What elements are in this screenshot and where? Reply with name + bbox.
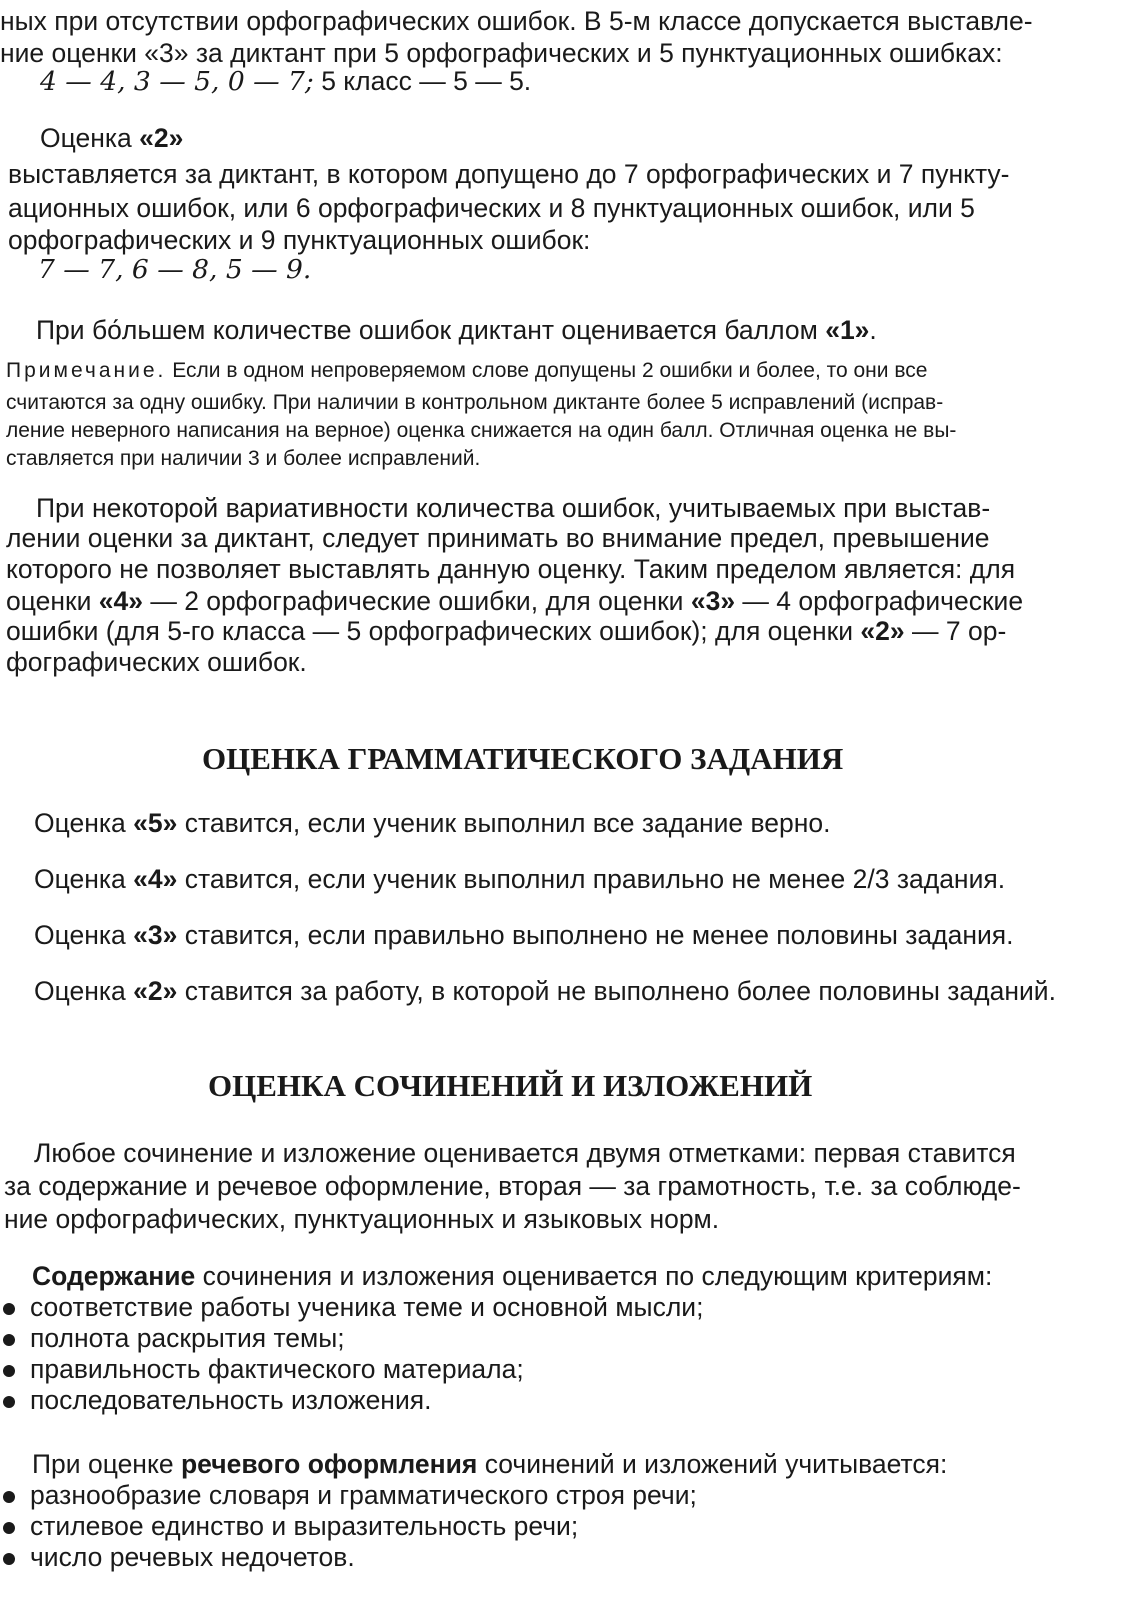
content-item-2: полнота раскрытия темы; [30,1323,345,1353]
note-line-4: ставляется при наличии 3 и более исправлений. [6,447,481,470]
grade2-label-bold: «2» [139,123,184,153]
grammar-item-prefix: Оценка [34,976,134,1006]
essays-intro-line-2: за содержание и речевое оформление, вторая — за грамотность, т.е. за соблюде- [4,1171,1021,1201]
grade2-formula: 7 — 7, 6 — 8, 5 — 9. [38,254,312,285]
variability-line-4 [6,586,1023,617]
essays-heading: ОЦЕНКА СОЧИНЕНИЙ И ИЗЛОЖЕНИЙ [208,1068,813,1103]
grammar-item-3 [34,920,1013,951]
grammar-item-2 [34,976,1056,1007]
essays-intro-line-3: ние орфографических, пунктуационных и языковых норм. [4,1204,720,1234]
variability-line-1: При некоторой вариативности количества ошибок, учитываемых при выстав- [36,493,991,523]
grade1-bold: «1» [825,315,870,345]
formula-italic: 4 — 4, 3 — 5, 0 — 7; [40,66,314,97]
grammar-item-prefix: Оценка [34,864,134,894]
variability-l4-b: «4» [98,586,143,616]
grammar-item-prefix: Оценка [34,920,134,950]
grammar-item-text: ставится, если ученик выполнил все задание верно. [177,808,831,838]
content-criteria-intro [32,1261,992,1292]
variability-l4-c: — 2 орфографические ошибки, для оценки [142,586,691,616]
speech-item-1: разнообразие словаря и грамматического строя речи; [30,1480,697,1510]
grade2-line-3: орфографических и 9 пунктуационных ошибок: [8,225,591,255]
speech-bold: речевого оформления [180,1449,478,1479]
grade2-line-1: выставляется за диктант, в котором допущено до 7 орфографических и 7 пункту- [8,159,1010,189]
note-line-1 [6,357,927,384]
grammar-item-4 [34,864,1005,895]
bullet-icon [3,1553,15,1565]
bullet-icon [3,1491,15,1503]
variability-l5-c: — 7 ор- [904,616,1007,646]
variability-line-2: лении оценки за диктант, следует принимать во внимание предел, превышение [6,523,990,553]
variability-line-6: фографических ошибок. [6,647,307,677]
variability-line-5 [6,616,1006,647]
grammar-item-prefix: Оценка [34,808,134,838]
content-item-4: последовательность изложения. [30,1385,432,1415]
variability-line-3: которого не позволяет выставлять данную оценку. Таким пределом является: для [6,554,1016,584]
essays-intro-line-1: Любое сочинение и изложение оценивается двумя отметками: первая ставится [34,1138,1016,1168]
intro-formula [40,66,531,97]
variability-l4-e: — 4 орфографические [735,586,1024,616]
grammar-heading: ОЦЕНКА ГРАММАТИЧЕСКОГО ЗАДАНИЯ [202,741,844,776]
intro-line-2: ние оценки «3» за диктант при 5 орфографических и 5 пунктуационных ошибках: [0,38,1003,68]
bullet-icon [3,1396,15,1408]
grammar-item-5 [34,808,831,839]
note-text-1: Если в одном непроверяемом слове допущены 2 ошибки и более, то они все [166,359,928,382]
grade1-prefix: При бо́льшем количестве ошибок диктант оценивается баллом [36,315,826,345]
speech-item-3: число речевых недочетов. [30,1542,355,1572]
grammar-item-grade: «5» [133,808,178,838]
content-bold: Содержание [32,1261,196,1291]
variability-l5-b: «2» [860,616,905,646]
speech-criteria-intro [32,1449,947,1480]
speech-text: сочинений и изложений учитывается: [477,1449,948,1479]
grammar-item-text: ставится, если правильно выполнено не менее половины задания. [177,920,1014,950]
grade1-suffix: . [869,315,877,345]
variability-l4-d: «3» [690,586,736,616]
content-text: сочинения и изложения оценивается по следующим критериям: [195,1261,993,1291]
note-line-2: считаются за одну ошибку. При наличии в контрольном диктанте более 5 исправлений (исправ- [6,391,944,414]
bullet-icon [3,1334,15,1346]
bullet-icon [3,1522,15,1534]
bullet-icon [3,1365,15,1377]
grammar-item-text: ставится, если ученик выполнил правильно не менее 2/3 задания. [177,864,1006,894]
note-line-3: ление неверного написания на верное) оценка снижается на один балл. Отличная оценка не вы- [6,419,957,442]
intro-line-1: ных при отсутствии орфографических ошибок. В 5-м классе допускается выставле- [0,6,1033,36]
grade2-label [40,123,183,154]
content-item-1: соответствие работы ученика теме и основной мысли; [30,1292,704,1322]
content-item-3: правильность фактического материала; [30,1354,524,1384]
bullet-icon [3,1303,15,1315]
grade2-line-2: ационных ошибок, или 6 орфографических и 8 пунктуационных ошибок, или 5 [8,193,975,223]
variability-l4-a: оценки [6,586,99,616]
speech-prefix: При оценке [32,1449,181,1479]
grade1-line [36,315,877,346]
grammar-item-grade: «2» [133,976,178,1006]
formula-tail: 5 класс — 5 — 5. [313,66,532,96]
note-label: Примечание. [6,359,167,382]
grammar-item-text: ставится за работу, в которой не выполнено более половины заданий. [177,976,1056,1006]
variability-l5-a: ошибки (для 5-го класса — 5 орфографических ошибок); для оценки [6,616,861,646]
grammar-item-grade: «4» [133,864,178,894]
grade2-label-prefix: Оценка [40,123,140,153]
speech-item-2: стилевое единство и выразительность речи; [30,1511,579,1541]
grammar-item-grade: «3» [133,920,178,950]
